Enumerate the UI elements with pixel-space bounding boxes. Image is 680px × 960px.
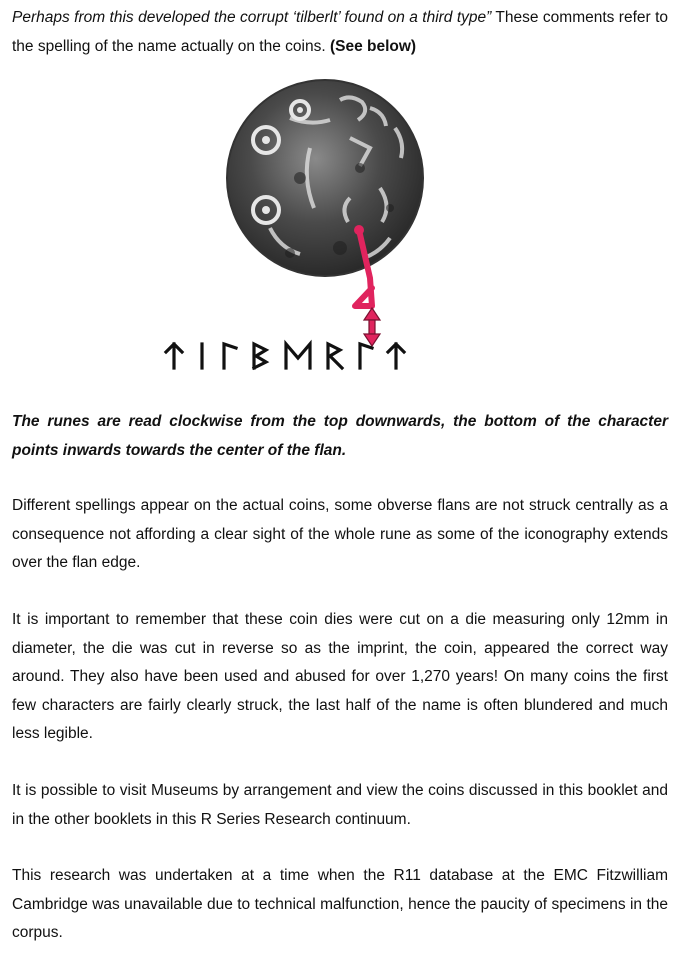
rune-transcription — [166, 344, 404, 368]
quoted-text: Perhaps from this developed the corrupt ‘tilberlt’ found on a third type” — [12, 9, 492, 26]
double-arrow-icon — [364, 308, 380, 346]
rune-laguz-icon — [224, 344, 236, 368]
rune-tiwaz-icon — [388, 344, 404, 368]
intro-paragraph — [12, 4, 668, 61]
museums-paragraph: It is possible to visit Museums by arrangement and view the coins discussed in this booklet and in the other booklets in this R Series Research continuum. — [12, 782, 668, 828]
coin-illustration — [150, 78, 470, 388]
coin-figure — [150, 78, 470, 388]
see-below-text: (See below) — [329, 37, 417, 55]
research-paragraph: This research was undertaken at a time when the R11 database at the EMC Fitzwilliam Cambridge was unavailable due to technical malfunction, hence the paucity of specimens in the corpus. — [12, 867, 668, 941]
rune-tiwaz-icon — [166, 344, 182, 368]
rune-laguz-icon — [360, 344, 372, 368]
rune-raido-icon — [328, 344, 342, 368]
rune-mannaz-icon — [286, 344, 310, 368]
rune-berkanan-icon — [254, 344, 266, 368]
spellings-paragraph: Different spellings appear on the actual coins, some obverse flans are not struck centrally as a consequence not affording a clear sight of the whole rune as some of the iconography extends over the flan edge. — [12, 497, 668, 571]
comment-text: These comments refer to the spelling of the name actually on the coins. — [12, 9, 669, 55]
die-paragraph: It is important to remember that these coin dies were cut on a die measuring only 12mm in diameter, the die was cut in reverse so as the imprint, the coin, appeared the correct way around. They also have been used and abused for over 1,270 years! On many coins the first few characters are fairly clearly struck, the last half of the name is often blundered and much less legible. — [12, 611, 668, 742]
silver-coin-icon — [227, 80, 423, 276]
rune-reading-paragraph: The runes are read clockwise from the top downwards, the bottom of the character points inwards towards the center of the flan. — [12, 413, 668, 459]
